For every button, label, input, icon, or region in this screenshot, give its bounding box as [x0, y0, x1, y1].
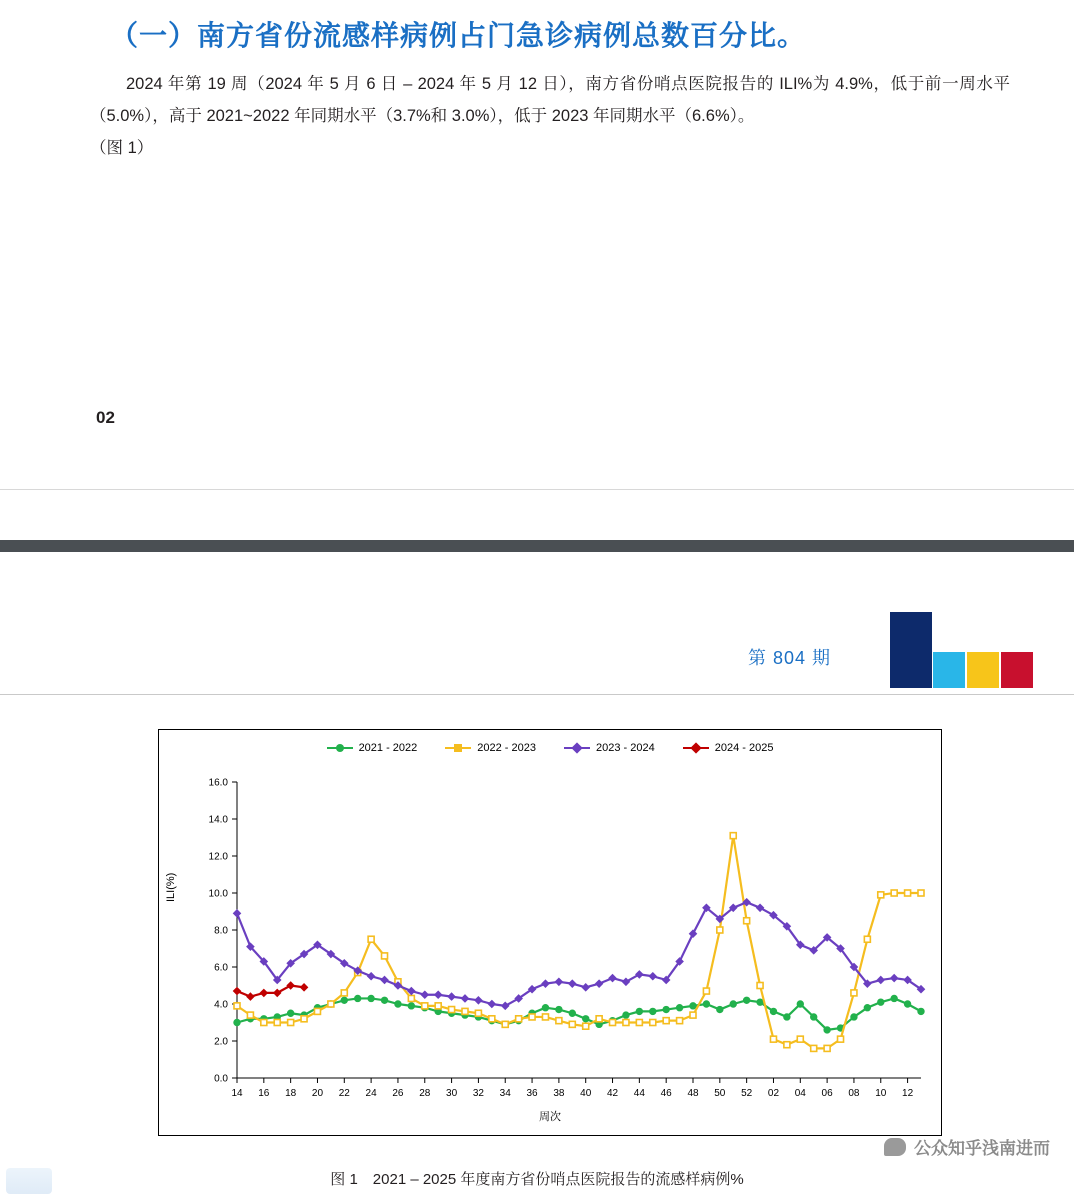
svg-text:24: 24: [365, 1088, 377, 1099]
svg-text:04: 04: [794, 1088, 806, 1099]
chart-plot-area: [159, 730, 941, 1135]
svg-text:2.0: 2.0: [214, 1036, 228, 1048]
svg-text:10.0: 10.0: [208, 888, 228, 900]
legend-label: 2023 - 2024: [596, 742, 655, 754]
figure-caption: 图 1 2021 – 2025 年度南方省份哨点医院报告的流感样病例%: [330, 1171, 744, 1188]
svg-text:14.0: 14.0: [208, 814, 228, 826]
svg-text:16.0: 16.0: [208, 777, 228, 789]
svg-text:28: 28: [419, 1088, 431, 1099]
divider-thin: [0, 489, 1074, 490]
svg-text:32: 32: [472, 1088, 484, 1099]
svg-text:12: 12: [902, 1088, 914, 1099]
brand-block-navy: [890, 612, 932, 688]
page-title: （一）南方省份流感样病例占门急诊病例总数百分比。: [110, 20, 807, 51]
issue-label: 第 804 期: [748, 648, 832, 668]
svg-text:40: 40: [580, 1088, 592, 1099]
svg-text:4.0: 4.0: [214, 999, 228, 1011]
svg-text:14: 14: [231, 1088, 243, 1099]
svg-text:10: 10: [875, 1088, 887, 1099]
svg-text:18: 18: [285, 1088, 297, 1099]
page-number: 02: [96, 408, 115, 427]
y-axis-title: ILI(%): [165, 872, 177, 902]
svg-text:8.0: 8.0: [214, 925, 228, 937]
figure-reference: （图 1）: [90, 139, 154, 157]
svg-text:34: 34: [499, 1088, 511, 1099]
svg-text:22: 22: [338, 1088, 350, 1099]
x-axis-title: 周次: [539, 1111, 561, 1123]
legend-label: 2021 - 2022: [358, 742, 418, 754]
svg-text:08: 08: [848, 1088, 860, 1099]
svg-text:6.0: 6.0: [214, 962, 228, 974]
svg-text:30: 30: [446, 1088, 458, 1099]
ili-line-chart: [158, 729, 942, 1136]
brand-block-red: [1001, 652, 1033, 688]
brand-block-cyan: [933, 652, 965, 688]
watermark-text: 公众知乎浅南进而: [914, 1139, 1050, 1158]
body-paragraph: 2024 年第 19 周（2024 年 5 月 6 日 – 2024 年 5 月 12 日），南方省份哨点医院报告的 ILI%为 4.9%，低于前一周水平（5.0%），高于 2021~2022 年同期水平（3.7%和 3.0%），低于 2023 年同期水平（6.6%）。: [90, 75, 1010, 125]
legend-label: 2024 - 2025: [714, 742, 774, 754]
svg-text:38: 38: [553, 1088, 565, 1099]
legend-label: 2022 - 2023: [477, 742, 536, 754]
svg-text:02: 02: [767, 1088, 780, 1099]
svg-text:0.0: 0.0: [214, 1073, 228, 1085]
document-top-section: [0, 0, 1074, 520]
svg-text:20: 20: [311, 1088, 324, 1099]
body-paragraph-block: [90, 68, 1010, 164]
divider-under-issue: [0, 694, 1074, 695]
svg-text:16: 16: [258, 1088, 270, 1099]
svg-text:44: 44: [633, 1088, 645, 1099]
svg-text:42: 42: [606, 1088, 619, 1099]
svg-text:48: 48: [687, 1088, 699, 1099]
svg-text:12.0: 12.0: [208, 851, 228, 863]
svg-text:46: 46: [660, 1088, 672, 1099]
svg-text:52: 52: [741, 1088, 753, 1099]
svg-text:06: 06: [821, 1088, 833, 1099]
svg-text:36: 36: [526, 1088, 538, 1099]
svg-text:26: 26: [392, 1088, 404, 1099]
wechat-icon: [884, 1138, 906, 1156]
svg-text:50: 50: [714, 1088, 726, 1099]
watermark: [884, 1134, 1050, 1159]
header-dark-band: [0, 540, 1074, 552]
brand-block-yellow: [967, 652, 999, 688]
